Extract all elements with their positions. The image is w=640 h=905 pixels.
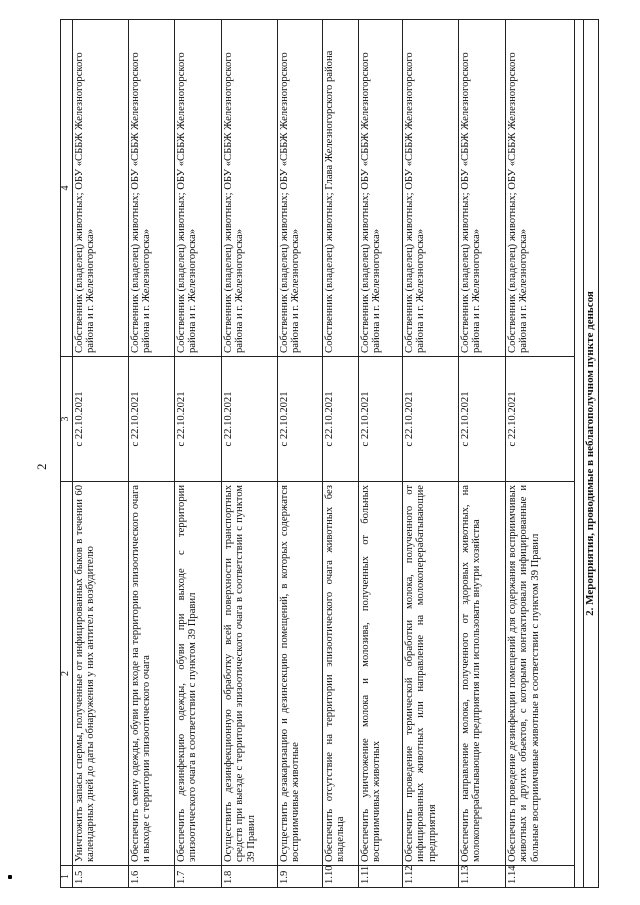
table-blank-row (574, 20, 583, 888)
table-row (72, 20, 128, 888)
table-row (277, 20, 322, 888)
row-measure: Осуществить дезинфекционную обработку всей поверхности транспортных средств при выезде с территории эпизоотического очага в соответствии с пунктом 39 Правил (221, 482, 277, 866)
row-date: с 22.10.2021 (402, 357, 458, 482)
table-row (358, 20, 402, 888)
row-responsible: Собственник (владелец) животных; ОБУ «СББЖ Железногорского района и г. Железногорска» (221, 20, 277, 357)
section-heading: 2. Мероприятия, проводимые в неблагополучном пункте деньсоя (583, 20, 598, 888)
table-row (458, 20, 505, 888)
table-row (174, 20, 221, 888)
row-measure: Обеспечить дезинфекцию одежды, обуви при выходе с территории эпизоотического очага в соответствии с пунктом 39 Правил (174, 482, 221, 866)
row-responsible: Собственник (владелец) животных; ОБУ «СББЖ Железногорского района и г. Железногорска» (505, 20, 574, 357)
header-col-4: 4 (61, 20, 73, 357)
measures-table (60, 19, 599, 888)
row-number: 1.14 (505, 866, 574, 888)
section-heading-row (583, 20, 598, 888)
row-measure: Обеспечить проведение дезинфекции помещений для содержания восприимчивых животных и других объектов, с которыми контактировали инфицированные и больные восприимчивые животные в соответствии с пунктом 39 Правил (505, 482, 574, 866)
table-header-row (61, 20, 73, 888)
row-number: 1.10 (322, 866, 358, 888)
header-col-2: 2 (61, 482, 73, 866)
row-number: 1.12 (402, 866, 458, 888)
row-date: с 22.10.2021 (322, 357, 358, 482)
row-measure: Обеспечить отсутствие на территории эпизоотического очага животных без владельца (322, 482, 358, 866)
row-responsible: Собственник (владелец) животных; ОБУ «СББЖ Железногорского района и г. Железногорска» (458, 20, 505, 357)
page-number: 2 (34, 463, 49, 470)
row-number: 1.5 (72, 866, 128, 888)
row-responsible: Собственник (владелец) животных; ОБУ «СББЖ Железногорского района и г. Железногорска» (72, 20, 128, 357)
rotated-table-container (60, 20, 620, 888)
row-responsible: Собственник (владелец) животных; ОБУ «СББЖ Железногорского района и г. Железногорска» (358, 20, 402, 357)
row-number: 1.13 (458, 866, 505, 888)
table-row (221, 20, 277, 888)
row-responsible: Собственник (владелец) животных; ОБУ «СББЖ Железногорского района и г. Железногорска» (128, 20, 174, 357)
scan-mark (8, 875, 12, 879)
blank-cell (574, 20, 583, 888)
row-date: с 22.10.2021 (277, 357, 322, 482)
row-date: с 22.10.2021 (358, 357, 402, 482)
row-responsible: Собственник (владелец) животных; Глава Железногорского района (322, 20, 358, 357)
row-date: с 22.10.2021 (128, 357, 174, 482)
table-row (402, 20, 458, 888)
row-number: 1.8 (221, 866, 277, 888)
row-date: с 22.10.2021 (221, 357, 277, 482)
row-measure: Осуществить дезакаризацию и дезинсекцию помещений, в которых содержатся восприимчивые животные (277, 482, 322, 866)
row-measure: Обеспечить уничтожение молока и молозива, полученных от больных восприимчивых животных (358, 482, 402, 866)
row-number: 1.11 (358, 866, 402, 888)
table-row (128, 20, 174, 888)
row-number: 1.9 (277, 866, 322, 888)
table-row (322, 20, 358, 888)
row-responsible: Собственник (владелец) животных; ОБУ «СББЖ Железногорского района и г. Железногорска» (277, 20, 322, 357)
row-date: с 22.10.2021 (72, 357, 128, 482)
table-row (505, 20, 574, 888)
row-number: 1.7 (174, 866, 221, 888)
row-measure: Обеспечить смену одежды, обуви при входе на территорию эпизоотического очага и выходе с территории эпизоотического очага (128, 482, 174, 866)
row-number: 1.6 (128, 866, 174, 888)
row-measure: Обеспечить проведение термической обработки молока, полученного от инфицированных животных или направление на молокоперерабатывающие предприятия (402, 482, 458, 866)
row-measure: Обеспечить направление молока, полученного от здоровых животных, на молокоперерабатывающие предприятия или использовать внутри хозяйства (458, 482, 505, 866)
header-col-3: 3 (61, 357, 73, 482)
row-responsible: Собственник (владелец) животных; ОБУ «СББЖ Железногорского района и г. Железногорска» (174, 20, 221, 357)
row-measure: Уничтожить запасы спермы, полученные от инфицированных быков в течении 60 календарных дней до даты обнаружения у них антител к возбудителю (72, 482, 128, 866)
row-date: с 22.10.2021 (458, 357, 505, 482)
row-date: с 22.10.2021 (505, 357, 574, 482)
row-date: с 22.10.2021 (174, 357, 221, 482)
row-responsible: Собственник (владелец) животных; ОБУ «СББЖ Железногорского района и г. Железногорска» (402, 20, 458, 357)
header-col-1: 1 (61, 866, 73, 888)
